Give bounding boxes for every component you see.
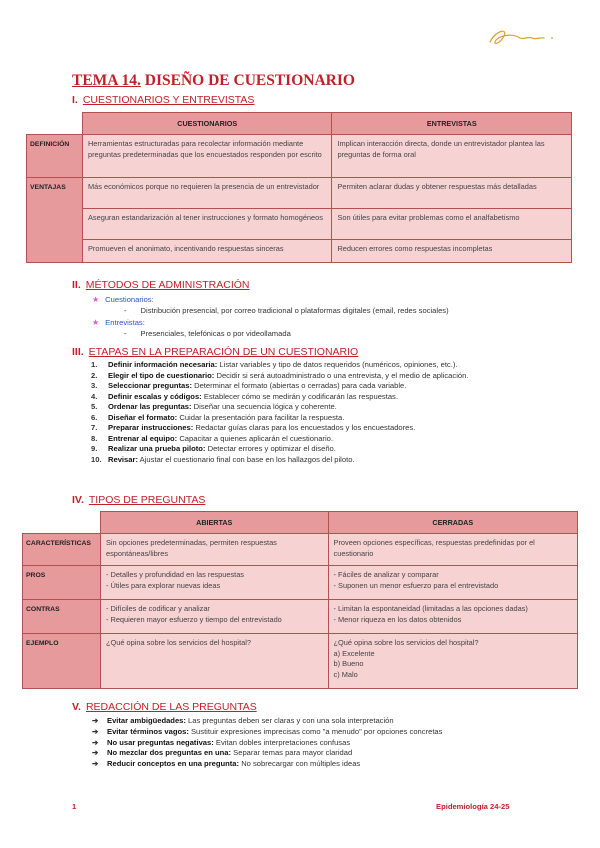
table-cell: Aseguran estandarización al tener instrucciones y formato homogéneos	[82, 209, 332, 240]
section-heading-5	[72, 701, 257, 713]
table-cell: Más económicos porque no requieren la presencia de un entrevistador	[82, 178, 332, 209]
table-cell	[100, 534, 328, 566]
table-cell: Permiten aclarar dudas y obtener respuestas más detalladas	[332, 178, 572, 209]
tip-text: No sobrecargar con múltiples ideas	[239, 759, 361, 769]
table-corner	[23, 512, 101, 534]
method-detail-text: Distribución presencial, por correo tradicional o plataformas digitales (email, redes sociales)	[140, 306, 449, 315]
method-detail	[92, 329, 291, 338]
list-item	[91, 423, 551, 434]
section-label: CUESTIONARIOS Y ENTREVISTAS	[82, 94, 255, 106]
col-header-abiertas: ABIERTAS	[100, 512, 328, 534]
step-number: 2.	[91, 370, 98, 380]
signature-mark	[486, 24, 556, 52]
table-cell	[328, 600, 577, 634]
section-roman: IV.	[72, 494, 84, 506]
col-header-cerradas: CERRADAS	[328, 512, 577, 534]
step-title: Definir información necesaria:	[108, 360, 218, 369]
step-title: Revisar:	[108, 454, 138, 464]
section-heading-3	[72, 346, 358, 358]
interviews-table	[26, 112, 572, 263]
step-title: Diseñar el formato:	[108, 412, 178, 422]
page-number: 1	[72, 802, 77, 811]
step-title: Ordenar las preguntas:	[108, 402, 192, 411]
star-icon: ★	[92, 318, 100, 327]
table-cell	[328, 634, 577, 689]
cell-line: - Útiles para explorar nuevas ideas	[105, 580, 221, 590]
table-cell: Promueven el anonimato, incentivando respuestas sinceras	[82, 240, 332, 263]
footer-course: Epidemiología 24-25	[436, 802, 510, 811]
section-roman: V.	[72, 701, 81, 713]
method-detail-text: Presenciales, telefónicas o por videollamada	[140, 329, 291, 338]
step-number: 7.	[91, 423, 98, 432]
tip-text: Evitan dobles interpretaciones confusas	[213, 737, 351, 747]
section-heading-4	[72, 494, 205, 506]
tip-title: Evitar términos vagos:	[107, 726, 189, 736]
col-header-cuestionarios: CUESTIONARIOS	[82, 113, 332, 135]
list-item	[92, 748, 442, 759]
cell-line: ¿Qué opina sobre los servicios del hospital?	[105, 638, 251, 647]
cell-line: - Requieren mayor esfuerzo y tiempo del entrevistado	[105, 614, 282, 624]
section-roman: II.	[72, 279, 81, 291]
method-label: Cuestionarios:	[105, 295, 154, 304]
table-corner	[27, 113, 83, 135]
cell-line: a) Excelente	[333, 648, 375, 658]
row-header-contras: CONTRAS	[23, 600, 101, 634]
list-item	[92, 727, 442, 738]
step-number: 5.	[91, 402, 98, 411]
section-heading-2	[72, 279, 250, 291]
table-cell	[328, 534, 577, 566]
step-text: Redactar guías claras para los encuestados y los encuestadores.	[193, 423, 416, 432]
table-cell	[100, 634, 328, 689]
steps-list	[91, 360, 551, 465]
method-item-entrevistas	[92, 318, 145, 327]
step-number: 6.	[91, 412, 98, 422]
list-item	[92, 759, 442, 770]
list-item	[91, 455, 551, 466]
cell-line: c) Malo	[333, 669, 358, 679]
step-number: 1.	[91, 360, 98, 369]
step-text: Detectar errores y optimizar el diseño.	[205, 444, 336, 453]
list-item	[91, 413, 551, 424]
step-text: Determinar el formato (abiertas o cerradas) para cada variable.	[191, 381, 407, 390]
tip-text: Sustituir expresiones imprecisas como "a menudo" por opciones concretas	[188, 726, 443, 736]
table-cell	[328, 566, 577, 600]
cell-line: - Limitan la espontaneidad (limitadas a las opciones dadas)	[333, 604, 528, 613]
col-header-entrevistas: ENTREVISTAS	[332, 113, 572, 135]
table-cell	[100, 600, 328, 634]
list-item	[92, 716, 442, 727]
row-header-ejemplo: EJEMPLO	[23, 634, 101, 689]
method-label: Entrevistas:	[105, 318, 145, 327]
tip-title: Reducir conceptos en una pregunta:	[107, 759, 240, 769]
row-header-definicion: DEFINICIÓN	[27, 135, 83, 178]
dash-bullet: -	[124, 306, 127, 315]
row-header-ventajas: VENTAJAS	[27, 178, 83, 263]
question-types-table	[22, 511, 578, 689]
step-text: Capacitar a quienes aplicarán el cuestionario.	[177, 433, 333, 443]
step-text: Cuidar la presentación para facilitar la respuesta.	[177, 412, 345, 422]
section-label: TIPOS DE PREGUNTAS	[88, 494, 206, 506]
list-item	[91, 360, 551, 371]
arrow-icon: ➔	[92, 759, 99, 769]
method-detail	[92, 306, 449, 315]
step-title: Elegir el tipo de cuestionario:	[108, 370, 215, 380]
list-item	[91, 402, 551, 413]
step-text: Listar variables y tipo de datos requeridos (numéricos, opiniones, etc.).	[217, 360, 458, 369]
tip-text: Separar temas para mayor claridad	[231, 748, 353, 758]
step-title: Definir escalas y códigos:	[108, 391, 202, 401]
page-title	[72, 72, 355, 90]
cell-line: - Difíciles de codificar y analizar	[105, 604, 210, 613]
step-text: Decidir si será autoadministrado o una entrevista, y el medio de aplicación.	[214, 370, 469, 380]
cell-line: - Detalles y profundidad en las respuestas	[105, 570, 245, 579]
arrow-icon: ➔	[92, 748, 99, 758]
step-title: Entrenar al equipo:	[108, 433, 178, 443]
table-cell: Implican interacción directa, donde un entrevistador plantea las preguntas de forma oral	[332, 135, 572, 178]
cell-line: Proveen opciones específicas, respuestas predefinidas por el cuestionario	[333, 538, 535, 558]
arrow-icon: ➔	[92, 716, 99, 725]
step-number: 8.	[91, 433, 98, 443]
tip-title: No mezclar dos preguntas en una:	[107, 748, 232, 758]
arrow-icon: ➔	[92, 726, 99, 736]
title-text: DISEÑO DE CUESTIONARIO	[144, 72, 355, 89]
section-label: ETAPAS EN LA PREPARACIÓN DE UN CUESTIONARIO	[88, 346, 359, 358]
cell-line: - Suponen un menor esfuerzo para el entrevistado	[333, 580, 499, 590]
row-header-pros: PROS	[23, 566, 101, 600]
cell-line: - Fáciles de analizar y comparar	[333, 570, 439, 579]
section-heading-1	[72, 94, 254, 106]
cell-line: ¿Qué opina sobre los servicios del hospital?	[333, 638, 479, 647]
step-title: Seleccionar preguntas:	[108, 381, 192, 390]
arrow-icon: ➔	[92, 737, 99, 747]
section-roman: I.	[72, 94, 78, 106]
tip-title: No usar preguntas negativas:	[107, 737, 214, 747]
section-roman: III.	[72, 346, 84, 358]
section-label: REDACCIÓN DE LAS PREGUNTAS	[85, 701, 257, 713]
cell-line: b) Bueno	[333, 659, 364, 668]
step-text: Diseñar una secuencia lógica y coherente.	[191, 402, 337, 411]
list-item	[91, 381, 551, 392]
star-icon: ★	[92, 295, 100, 304]
dash-bullet: -	[124, 329, 127, 338]
writing-tips-list	[92, 716, 442, 770]
table-cell: Son útiles para evitar problemas como el analfabetismo	[332, 209, 572, 240]
title-number: TEMA 14.	[72, 72, 141, 89]
cell-line: - Menor riqueza en los datos obtenidos	[333, 614, 462, 624]
step-number: 10.	[91, 454, 102, 464]
list-item	[91, 392, 551, 403]
tip-text: Las preguntas deben ser claras y con una sola interpretación	[185, 716, 394, 725]
table-cell	[100, 566, 328, 600]
step-title: Realizar una prueba piloto:	[108, 444, 206, 453]
step-number: 4.	[91, 391, 98, 401]
tip-title: Evitar ambigüedades:	[107, 716, 186, 725]
section-label: MÉTODOS DE ADMINISTRACIÓN	[85, 279, 250, 291]
step-text: Establecer cómo se medirán y codificarán las respuestas.	[201, 391, 398, 401]
list-item	[92, 738, 442, 749]
list-item	[91, 434, 551, 445]
table-cell: Reducen errores como respuestas incompletas	[332, 240, 572, 263]
step-number: 9.	[91, 444, 98, 453]
list-item	[91, 371, 551, 382]
cell-line: Sin opciones predeterminadas, permiten respuestas espontáneas/libres	[105, 538, 277, 558]
row-header-caracteristicas: CARACTERÍSTICAS	[23, 534, 101, 566]
table-cell: Herramientas estructuradas para recolectar información mediante preguntas predeterminadas que los encuestados responden por escrito	[82, 135, 332, 178]
list-item	[91, 444, 551, 455]
method-item-cuestionarios	[92, 295, 154, 304]
step-title: Preparar instrucciones:	[108, 423, 194, 432]
step-text: Ajustar el cuestionario final con base en los hallazgos del piloto.	[137, 454, 355, 464]
step-number: 3.	[91, 381, 98, 390]
